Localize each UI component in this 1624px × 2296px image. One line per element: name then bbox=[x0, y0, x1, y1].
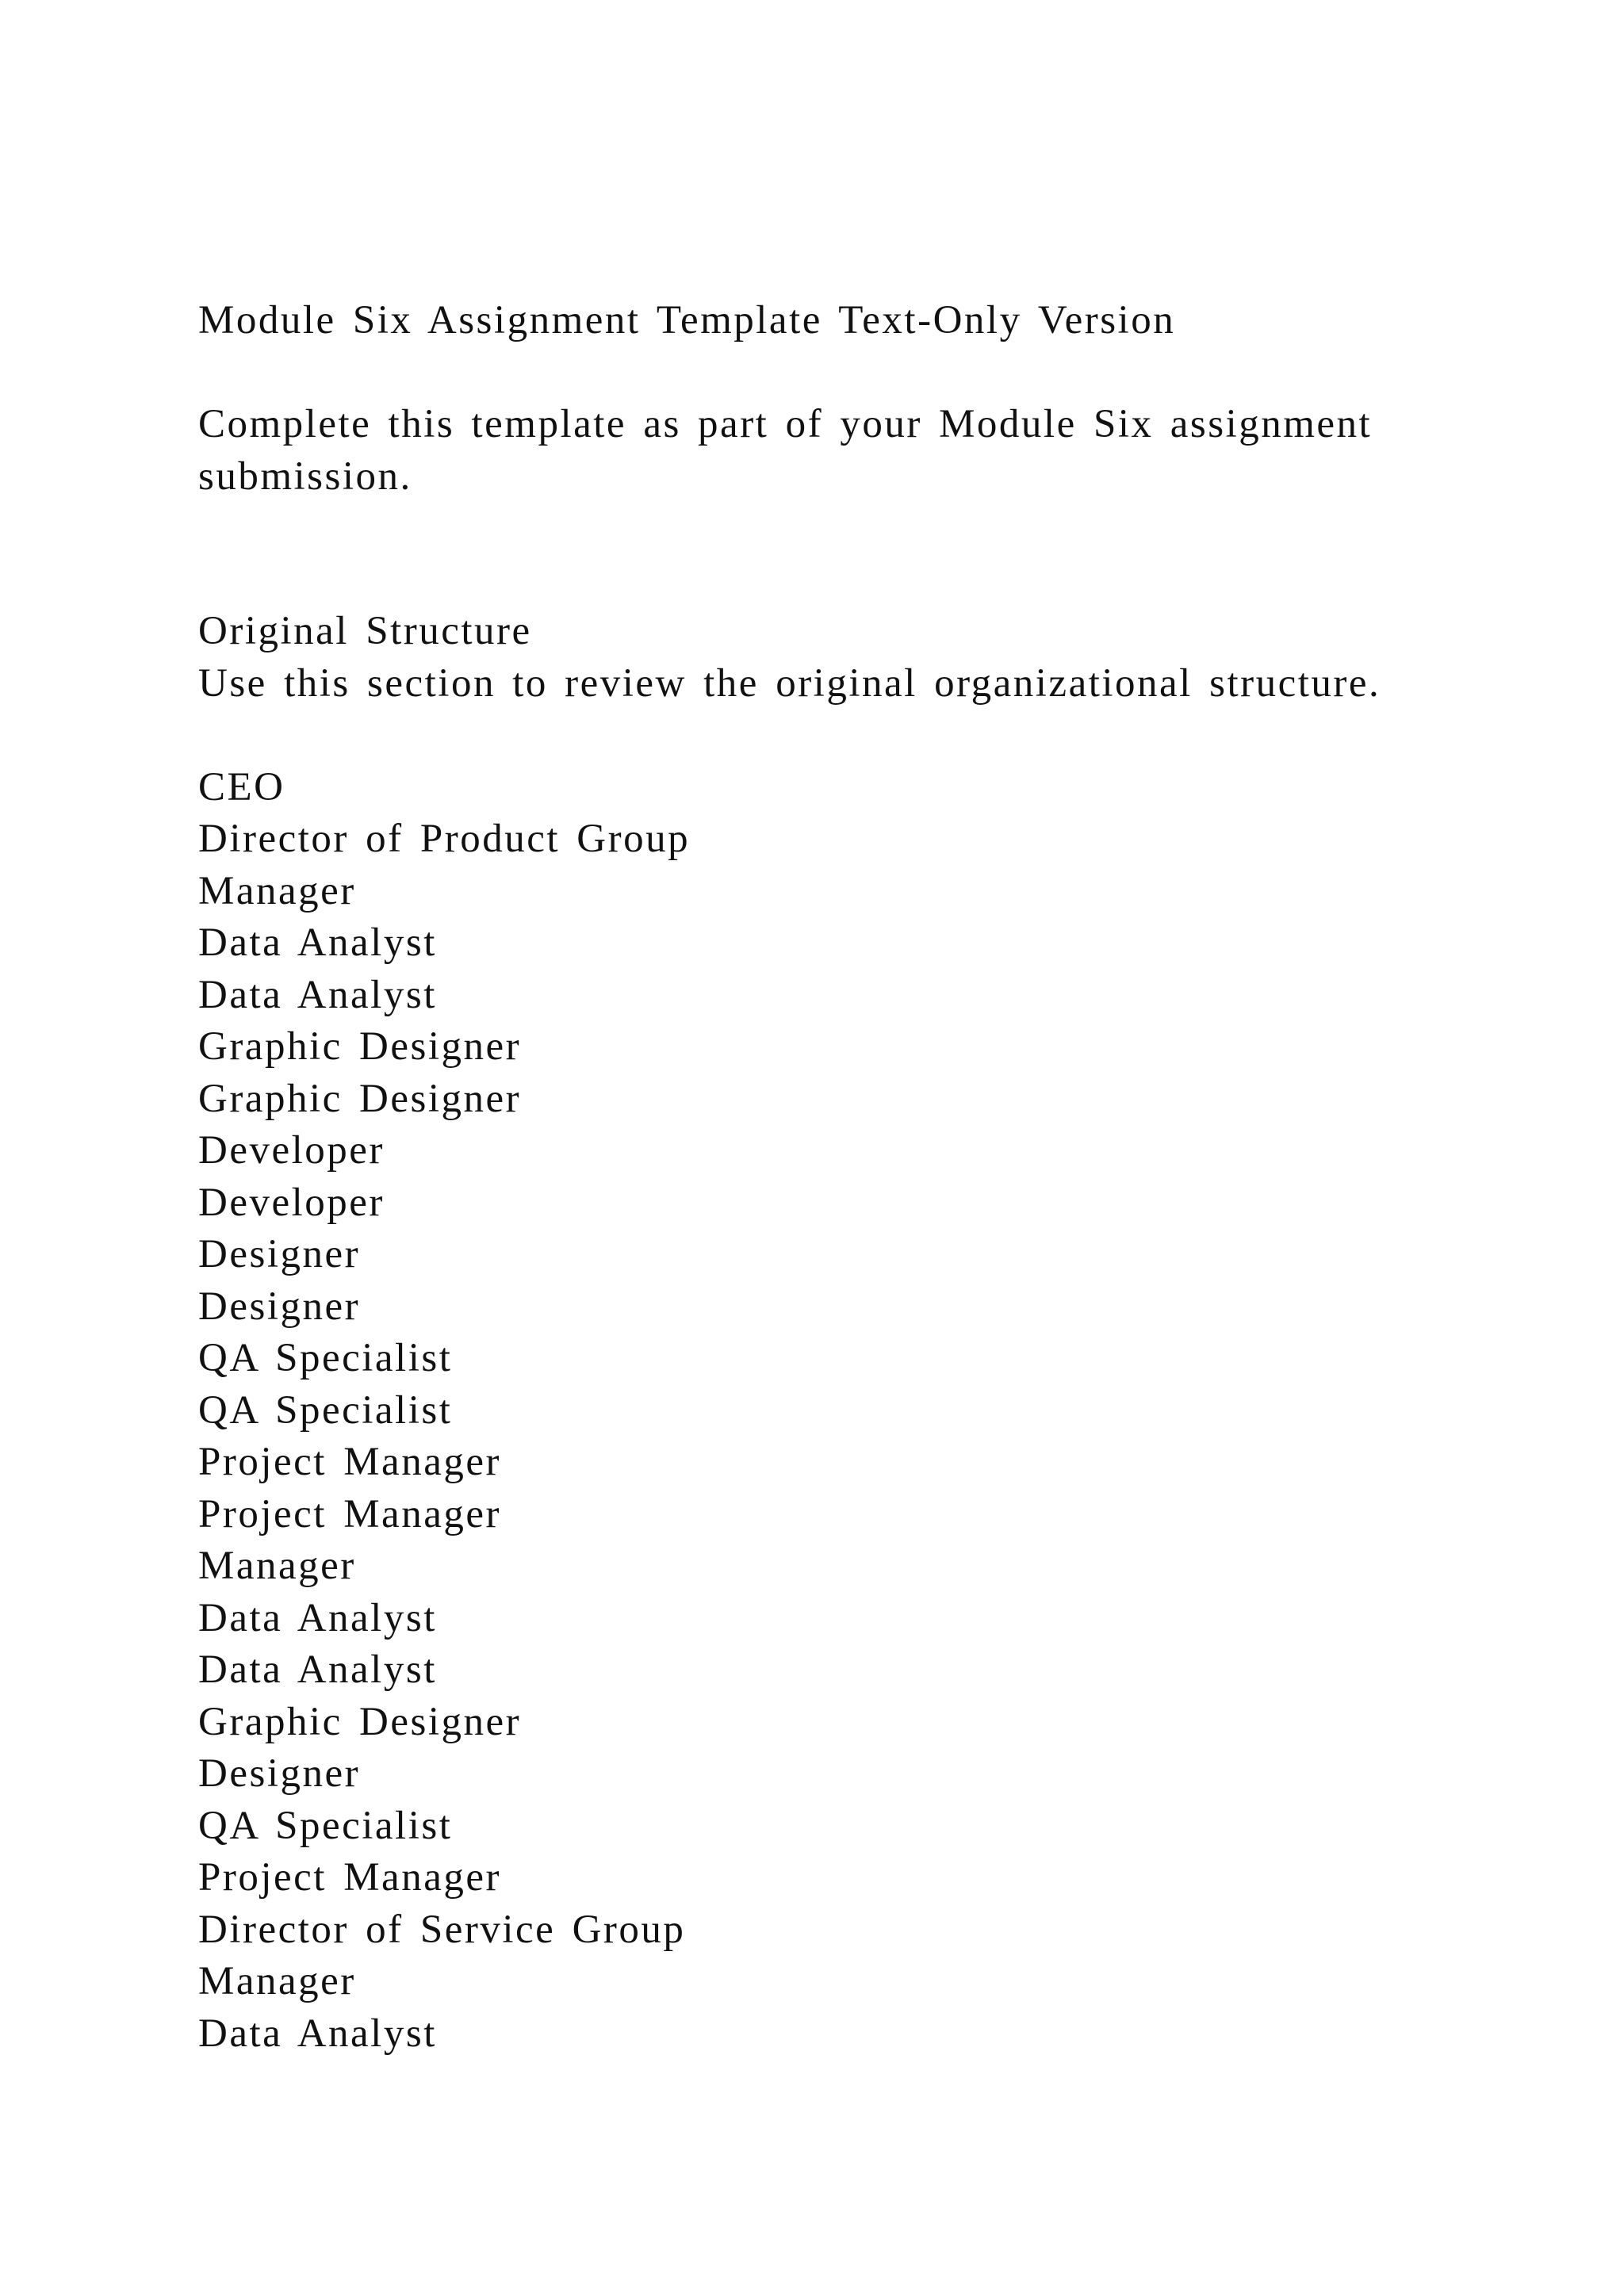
role-list bbox=[198, 762, 1435, 2061]
role-item: Designer bbox=[198, 1751, 361, 1796]
role-item: Project Manager bbox=[198, 1491, 501, 1536]
role-item: Director of Service Group bbox=[198, 1907, 686, 1952]
spacer bbox=[198, 503, 1435, 606]
role-item: Data Analyst bbox=[198, 972, 437, 1017]
role-item: Project Manager bbox=[198, 1440, 501, 1484]
role-item: Data Analyst bbox=[198, 1647, 437, 1692]
role-item: Designer bbox=[198, 1232, 361, 1276]
role-item: Director of Product Group bbox=[198, 817, 691, 861]
intro-line: submission. bbox=[198, 453, 412, 499]
role-item: Data Analyst bbox=[198, 1595, 437, 1640]
role-item: CEO bbox=[198, 764, 285, 809]
role-item: Project Manager bbox=[198, 1855, 501, 1900]
spacer bbox=[198, 347, 1435, 400]
document-title: Module Six Assignment Template Text-Only Version bbox=[198, 298, 1176, 342]
role-item: QA Specialist bbox=[198, 1803, 453, 1848]
role-item: Developer bbox=[198, 1128, 385, 1173]
role-item: Developer bbox=[198, 1180, 385, 1225]
role-item: Graphic Designer bbox=[198, 1699, 522, 1744]
role-item: Graphic Designer bbox=[198, 1076, 522, 1121]
role-item: Designer bbox=[198, 1284, 361, 1329]
role-item: QA Specialist bbox=[198, 1336, 453, 1380]
intro-paragraph bbox=[198, 399, 1435, 503]
section-heading: Original Structure bbox=[198, 609, 532, 653]
section-description: Use this section to review the original organizational structure. bbox=[198, 660, 1381, 706]
role-item: QA Specialist bbox=[198, 1387, 453, 1433]
intro-line: Complete this template as part of your Module Six assignment bbox=[198, 402, 1373, 446]
role-item: Data Analyst bbox=[198, 2011, 437, 2056]
document-body bbox=[198, 295, 1435, 2060]
role-item: Manager bbox=[198, 868, 356, 913]
role-item: Manager bbox=[198, 1959, 356, 2003]
spacer bbox=[198, 710, 1435, 762]
role-item: Graphic Designer bbox=[198, 1024, 522, 1069]
role-item: Data Analyst bbox=[198, 920, 437, 965]
role-item: Manager bbox=[198, 1544, 356, 1588]
